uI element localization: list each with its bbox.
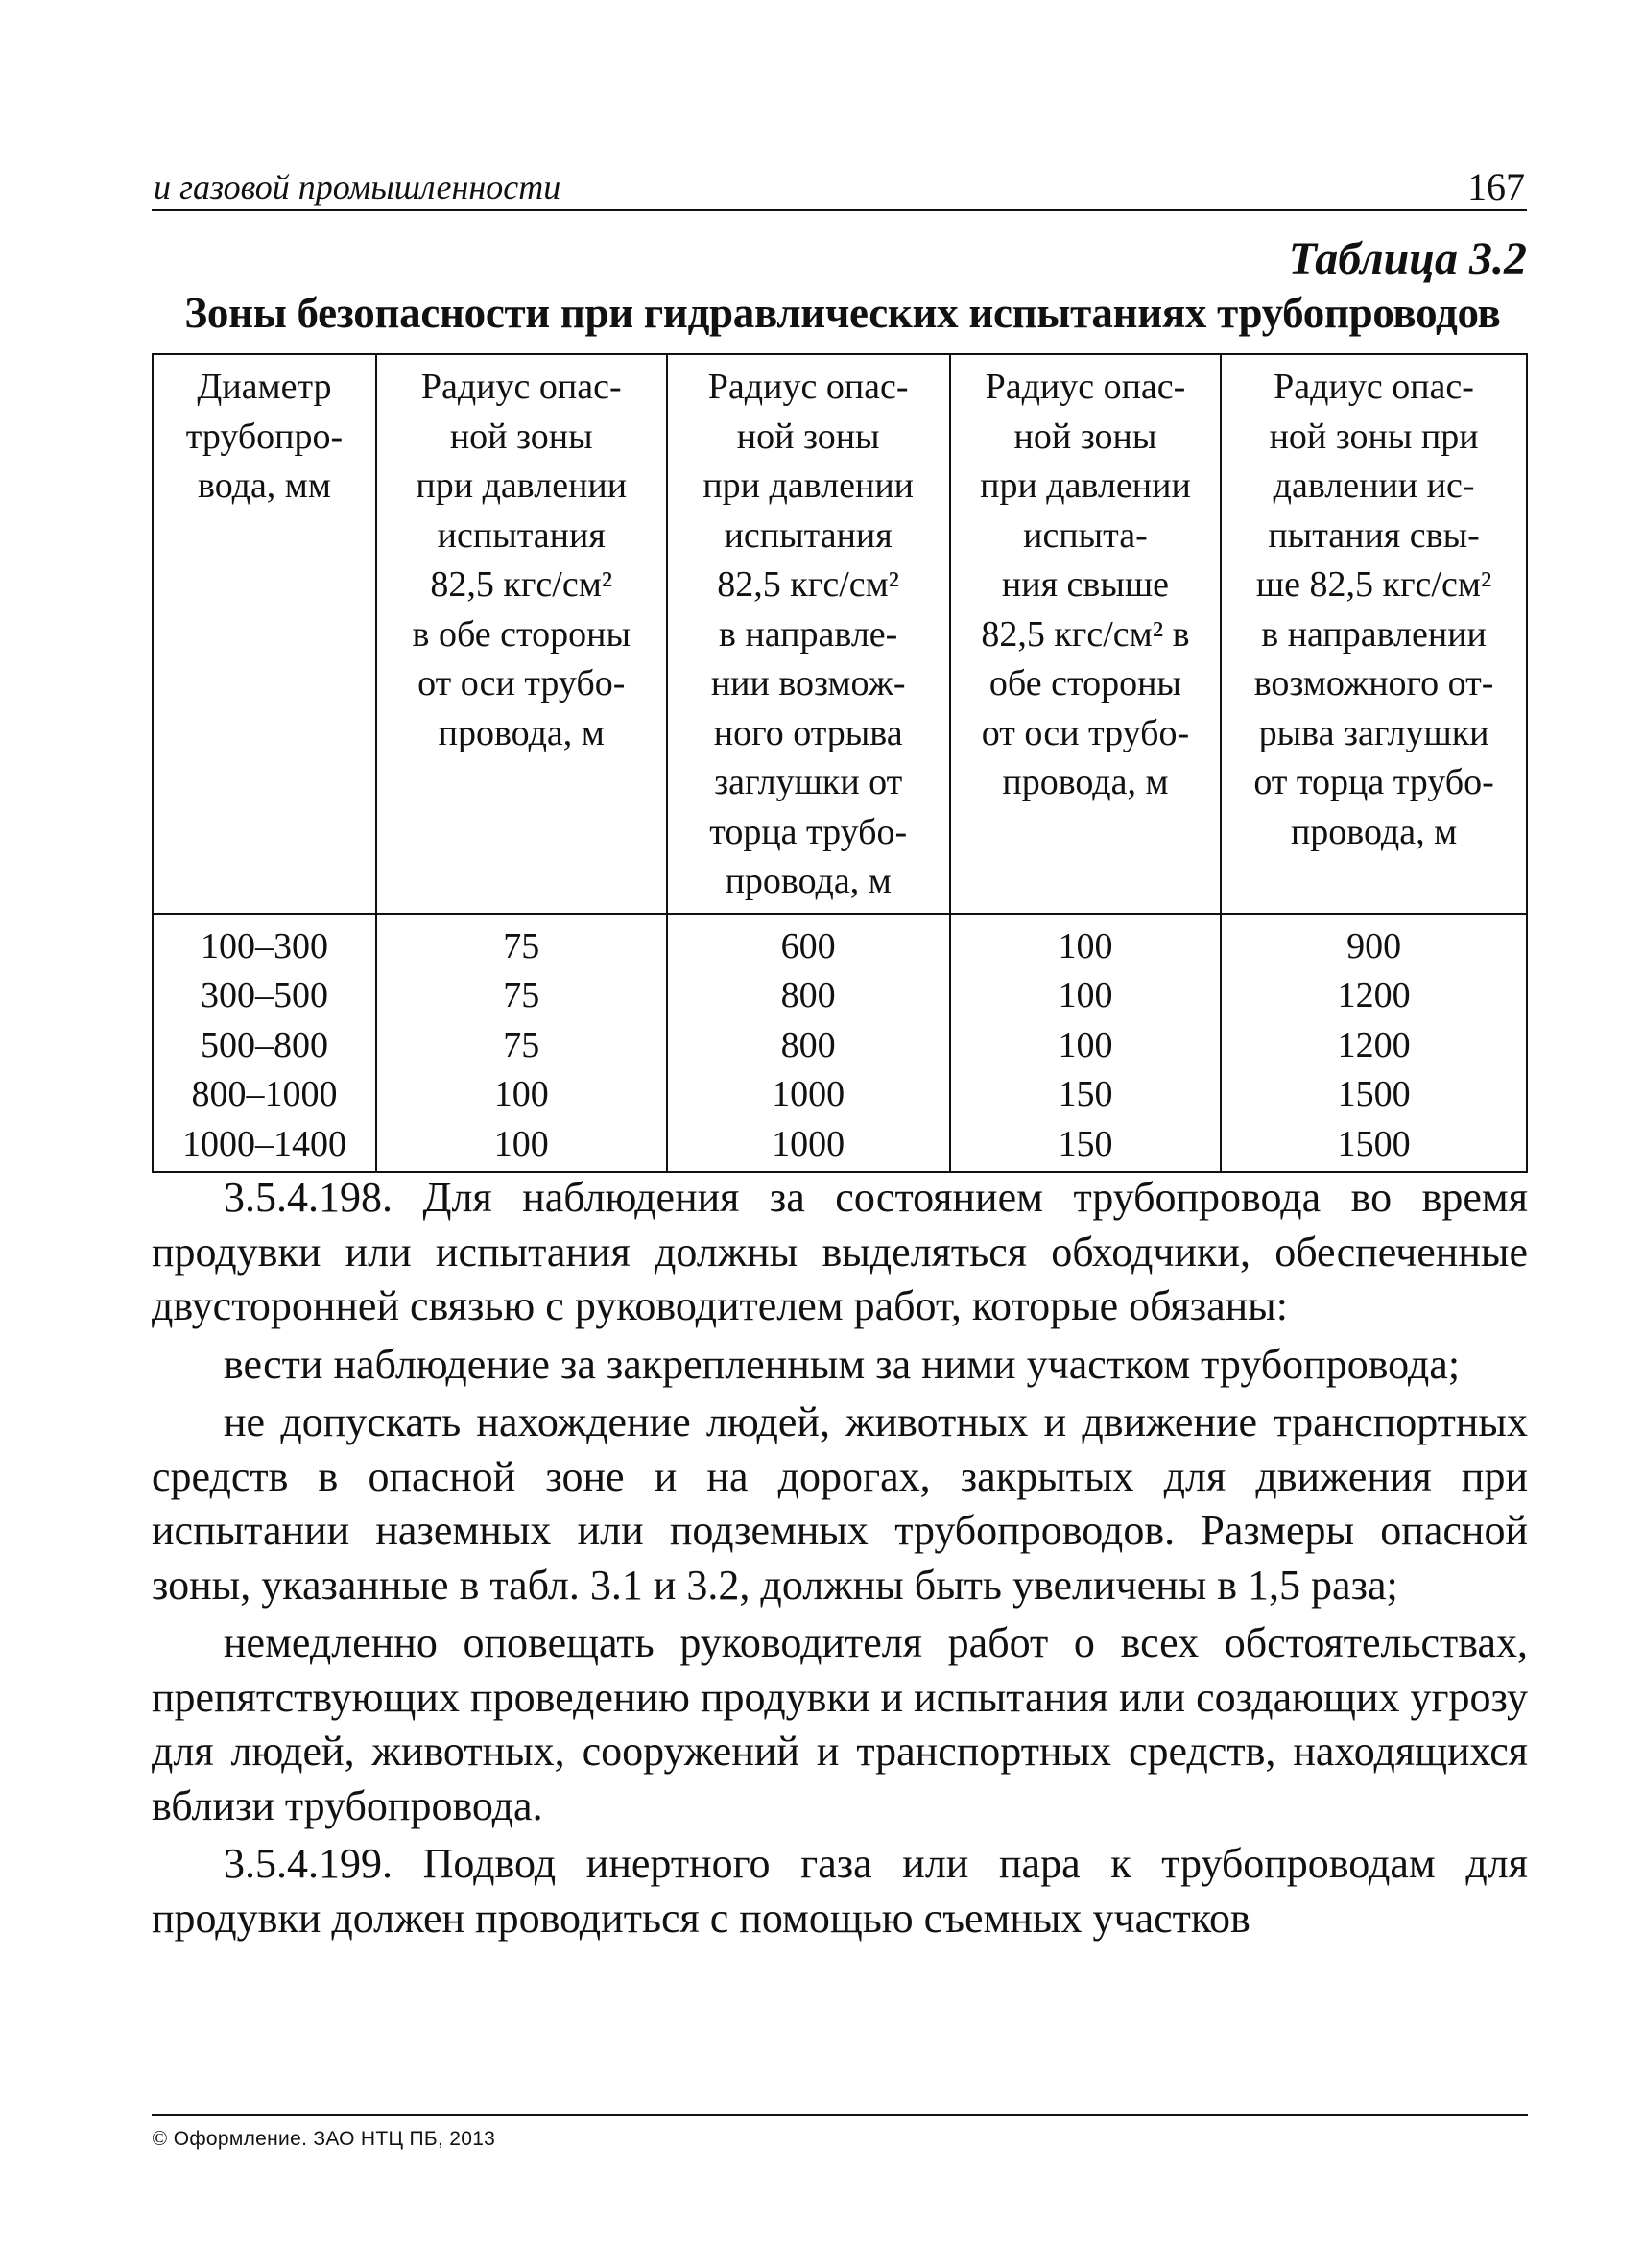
page-header (152, 161, 1527, 211)
page-footer (152, 2114, 1528, 2151)
table-cell: 100 (950, 1021, 1221, 1071)
table-cell: 100 (376, 1070, 667, 1120)
table-cell: 800 (667, 1021, 950, 1071)
table-cell: 600 (667, 914, 950, 972)
column-header-radius-plug-direction: Радиус опас- ной зоны при давлении испытания 82,5 кгс/см² в направле- нии возмож- ного отрыва заглушки от торца трубо- провода, м (667, 354, 950, 914)
table-row (153, 1120, 1527, 1173)
table-cell: 100–300 (153, 914, 376, 972)
table-cell: 900 (1221, 914, 1527, 972)
table-cell: 75 (376, 971, 667, 1021)
column-header-diameter: Диаметр трубопро- вода, мм (153, 354, 376, 914)
paragraph-3-5-4-198: 3.5.4.198. Для наблюдения за состоянием трубопровода во время продувки или испытания должны выделяться обходчики, обеспеченные двусторонней связью с руководителем работ, которые обязаны: (152, 1174, 1528, 1329)
footer-copyright-text: Оформление. ЗАО НТЦ ПБ, 2013 (173, 2128, 496, 2150)
table-title: Зоны безопасности при гидравлических испытаниях трубопроводов (184, 289, 1501, 337)
table-cell: 800 (667, 971, 950, 1021)
table-cell: 800–1000 (153, 1070, 376, 1120)
table-cell: 1500 (1221, 1070, 1527, 1120)
column-header-radius-high-plug-direction: Радиус опас- ной зоны при давлении ис- пытания свы- ше 82,5 кгс/см² в направлении возможного от- рыва заглушки от торца трубо- провода, м (1221, 354, 1527, 914)
table-row (153, 1021, 1527, 1071)
copyright-icon: © (152, 2126, 168, 2150)
table-cell: 1000 (667, 1070, 950, 1120)
table-cell: 1200 (1221, 1021, 1527, 1071)
table-cell: 1000 (667, 1120, 950, 1173)
table-cell: 100 (376, 1120, 667, 1173)
paragraph-list-item: немедленно оповещать руководителя работ о всех обстоятельствах, препятствующих проведению продувки и испытания или создающих угрозу для людей, животных, сооружений и транспортных средств, находящихся вблизи трубопровода. (152, 1619, 1528, 1829)
table-row (153, 914, 1527, 972)
table-cell: 300–500 (153, 971, 376, 1021)
table-cell: 1200 (1221, 971, 1527, 1021)
table-header-row (153, 354, 1527, 914)
table-cell: 150 (950, 1120, 1221, 1173)
body-text (152, 1171, 1528, 1946)
table-row (153, 971, 1527, 1021)
table-cell: 100 (950, 971, 1221, 1021)
table-cell: 100 (950, 914, 1221, 972)
table-cell: 150 (950, 1070, 1221, 1120)
paragraph-list-item: вести наблюдение за закрепленным за ними участком трубопровода; (224, 1340, 1461, 1388)
table-row (153, 1070, 1527, 1120)
table-cell: 75 (376, 914, 667, 972)
paragraph-list-item: не допускать нахождение людей, животных и движение транспортных средств в опасной зоне и на дорогах, закрытых для движения при испытании наземных или подземных трубопроводов. Размеры опасной зоны, указанные в табл. 3.1 и 3.2, должны быть увеличены в 1,5 раза; (152, 1398, 1528, 1609)
table-label: Таблица 3.2 (1288, 233, 1527, 284)
running-head-title: и газовой промышленности (154, 168, 561, 206)
column-header-radius-both-sides: Радиус опас- ной зоны при давлении испытания 82,5 кгс/см² в обе стороны от оси трубо- провода, м (376, 354, 667, 914)
table-cell: 1000–1400 (153, 1120, 376, 1173)
page-number: 167 (1467, 165, 1525, 208)
paragraph-3-5-4-199: 3.5.4.199. Подвод инертного газа или пара к трубопроводам для продувки должен проводиться с помощью съемных участков (152, 1840, 1528, 1942)
safety-zones-table (152, 353, 1528, 1173)
column-header-radius-high-both-sides: Радиус опас- ной зоны при давлении испыта- ния свыше 82,5 кгс/см² в обе стороны от оси трубо- провода, м (950, 354, 1221, 914)
table-cell: 1500 (1221, 1120, 1527, 1173)
table-cell: 75 (376, 1021, 667, 1071)
table-cell: 500–800 (153, 1021, 376, 1071)
